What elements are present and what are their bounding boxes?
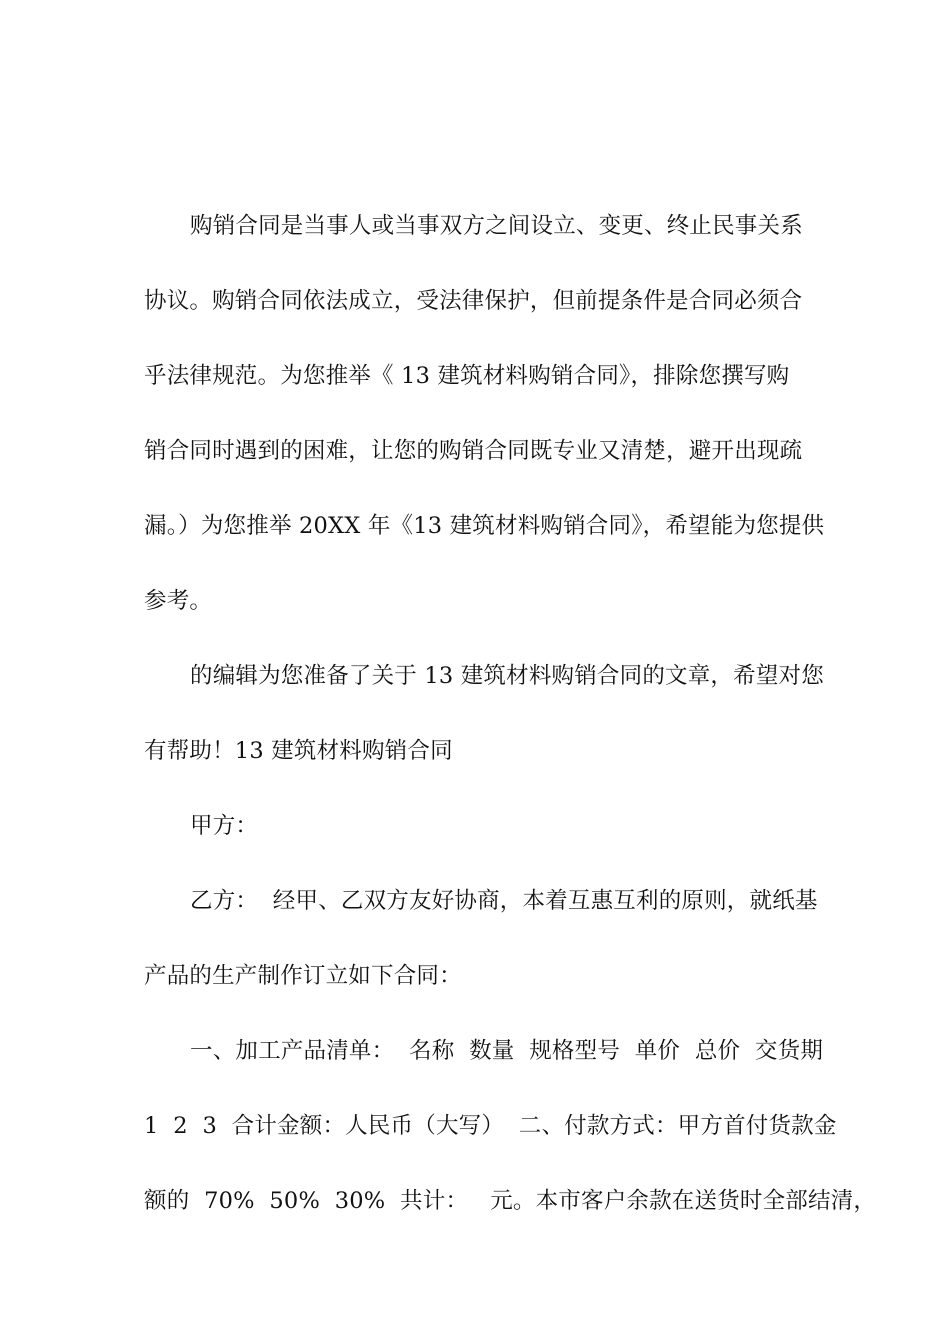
paragraph-1-line-2: 协议。购销合同依法成立，受法律保护，但前提条件是合同必须合 <box>144 288 803 314</box>
paragraph-2-line-2: 有帮助！13 建筑材料购销合同 <box>144 738 453 764</box>
party-a-line: 甲方： <box>190 813 259 839</box>
payment-line-1: 1 2 3 合计金额：人民币（大写） 二、付款方式：甲方首付货款金 <box>144 1113 837 1139</box>
payment-line-2: 额的 70% 50% 30% 共计： 元。本市客户余款在送货时全部结清， <box>144 1188 877 1214</box>
paragraph-2-line-1: 的编辑为您准备了关于 13 建筑材料购销合同的文章，希望对您 <box>190 663 824 689</box>
paragraph-1-line-1: 购销合同是当事人或当事双方之间设立、变更、终止民事关系 <box>190 213 803 239</box>
party-b-line-2: 产品的生产制作订立如下合同： <box>144 963 462 989</box>
paragraph-1-line-3: 乎法律规范。为您推举《 13 建筑材料购销合同》，排除您撰写购 <box>144 363 790 389</box>
paragraph-1-line-4: 销合同时遇到的困难，让您的购销合同既专业又清楚，避开出现疏 <box>144 438 803 464</box>
paragraph-1-line-5: 漏。）为您推举 20XX 年《13 建筑材料购销合同》，希望能为您提供 <box>144 513 825 539</box>
paragraph-1-line-6: 参考。 <box>144 588 213 614</box>
party-b-line-1: 乙方： 经甲、乙双方友好协商，本着互惠互利的原则，就纸基 <box>190 888 818 914</box>
product-list-header: 一、加工产品清单： 名称 数量 规格型号 单价 总价 交货期 <box>190 1038 824 1064</box>
